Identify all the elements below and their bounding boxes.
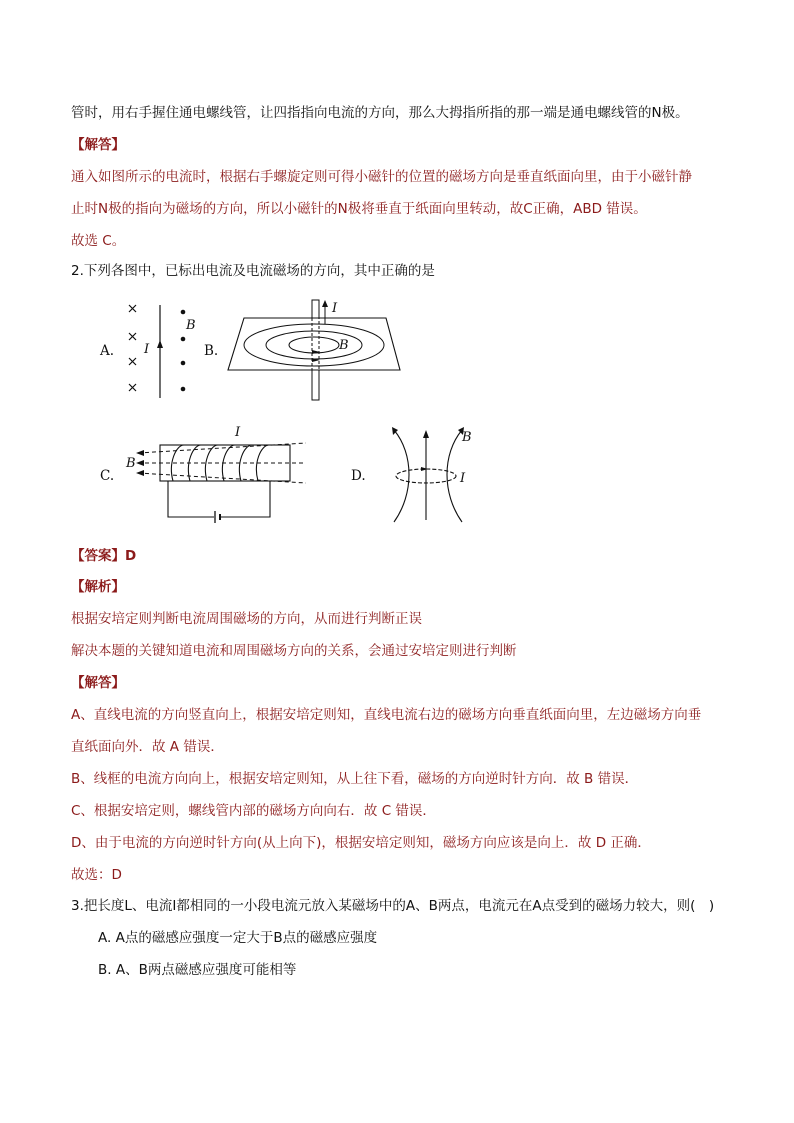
option-d-label: D. (351, 468, 366, 484)
text-line: 管时，用右手握住通电螺线管，让四指指向电流的方向，那么大拇指所指的那一端是通电螺线管的N极。 (71, 105, 689, 121)
text-line: A、直线电流的方向竖直向上，根据安培定则知，直线电流右边的磁场方向垂直纸面向里，左边磁场方向垂 (71, 707, 702, 723)
figure-b (222, 296, 404, 402)
text-line: 止时N极的指向为磁场的方向，所以小磁针的N极将垂直于纸面向里转动，故C正确，ABD 错误。 (71, 201, 647, 217)
text-line: 解决本题的关键知道电流和周围磁场方向的关系，会通过安培定则进行判断 (71, 643, 517, 659)
svg-text:B: B (186, 318, 196, 333)
cross-marks (129, 305, 136, 391)
section-heading-solution: 【解答】 (71, 137, 125, 153)
figure-a (120, 300, 200, 400)
question-2: 2.下列各图中，已标出电流及电流磁场的方向，其中正确的是 (71, 263, 435, 279)
text-line: C、根据安培定则，螺线管内部的磁场方向向右．故 C 错误． (71, 803, 436, 819)
text-line: 根据安培定则判断电流周围磁场的方向，从而进行判断正误 (71, 611, 422, 627)
figure-c (118, 423, 310, 523)
svg-text:B: B (339, 338, 349, 353)
text-line: 故选：D (71, 867, 122, 883)
svg-text:B: B (126, 456, 136, 471)
choice-b: B. A、B两点磁感应强度可能相等 (98, 962, 297, 978)
svg-text:I: I (460, 471, 466, 486)
option-c-label: C. (100, 468, 115, 484)
option-b-label: B. (204, 343, 219, 359)
figure-d (378, 424, 482, 524)
svg-text:I: I (235, 425, 241, 440)
svg-text:I: I (144, 342, 150, 357)
question-3: 3.把长度L、电流I都相同的一小段电流元放入某磁场中的A、B两点，电流元在A点受到的磁场力较大，则( ) (71, 898, 715, 914)
svg-text:B: B (462, 430, 472, 445)
text-line: 直纸面向外．故 A 错误． (71, 739, 224, 755)
dot-marks (181, 310, 186, 392)
answer-line: 【答案】D (71, 548, 137, 564)
section-heading-solution: 【解答】 (71, 675, 125, 691)
text-line: 故选 C。 (71, 233, 126, 249)
choice-a: A. A点的磁感应强度一定大于B点的磁感应强度 (98, 930, 378, 946)
section-heading-analysis: 【解析】 (71, 579, 125, 595)
text-line: 通入如图所示的电流时，根据右手螺旋定则可得小磁针的位置的磁场方向是垂直纸面向里，由于小磁针静 (71, 169, 692, 185)
text-line: D、由于电流的方向逆时针方向(从上向下)，根据安培定则知，磁场方向应该是向上．故 D 正确． (71, 835, 651, 851)
text-line: B、线框的电流方向向上，根据安培定则知，从上往下看，磁场的方向逆时针方向．故 B 错误． (71, 771, 639, 787)
option-a-label: A. (100, 343, 115, 359)
svg-text:I: I (332, 301, 338, 316)
